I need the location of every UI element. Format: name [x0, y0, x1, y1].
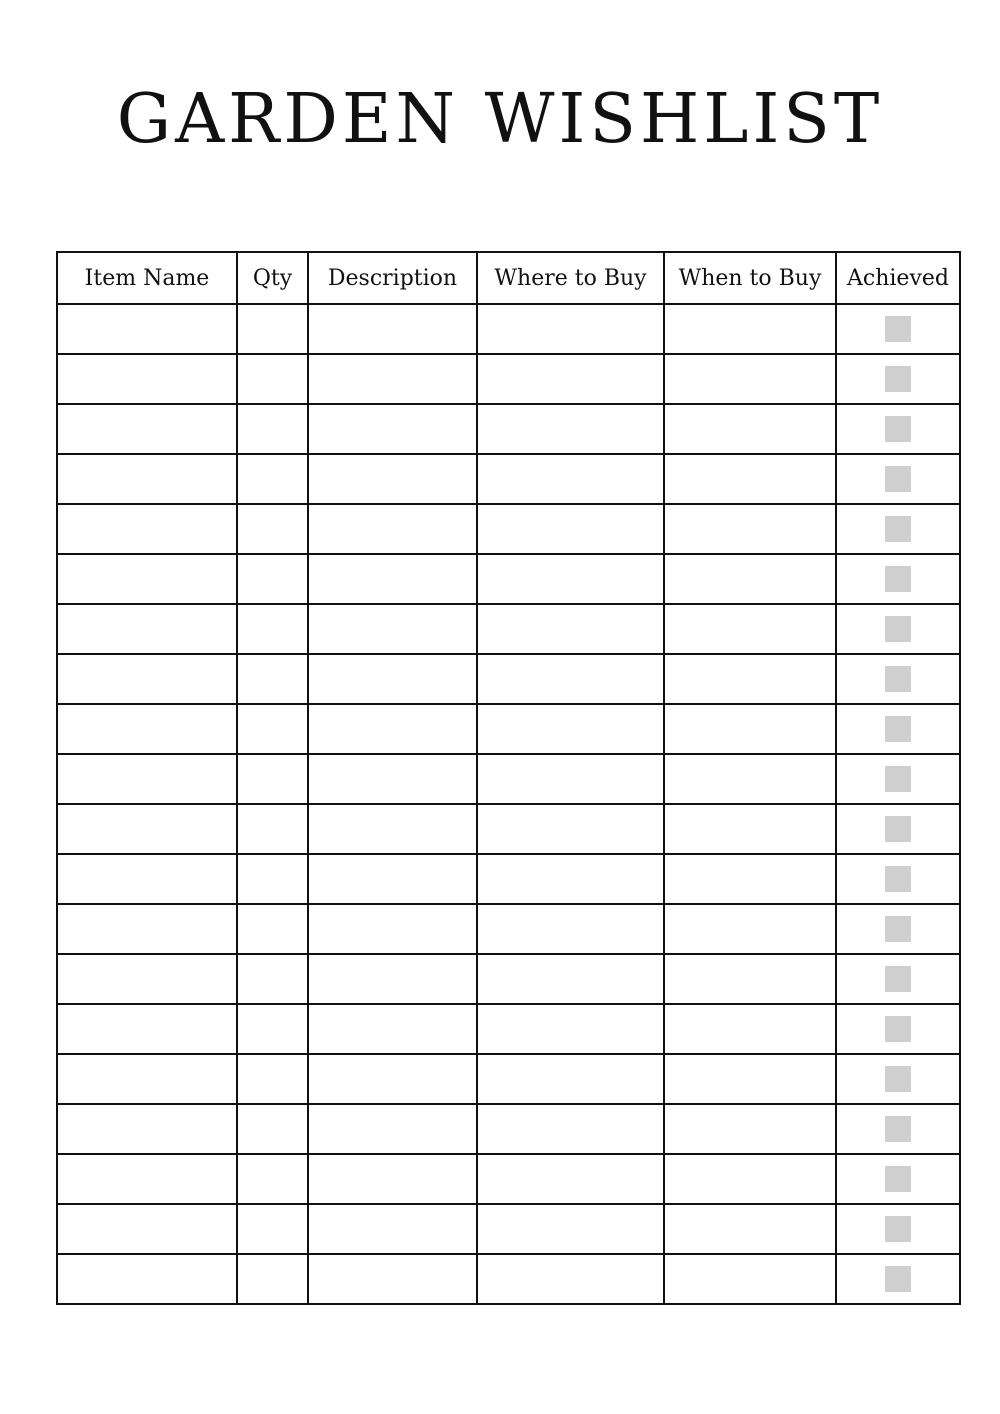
where-to-buy-cell[interactable] [477, 1254, 664, 1304]
description-cell[interactable] [308, 354, 477, 404]
achieved-cell [836, 904, 960, 954]
description-cell[interactable] [308, 1154, 477, 1204]
where-to-buy-cell[interactable] [477, 1154, 664, 1204]
achieved-checkbox[interactable] [885, 616, 911, 642]
description-cell[interactable] [308, 954, 477, 1004]
qty-cell[interactable] [237, 654, 308, 704]
item-name-cell[interactable] [57, 1054, 237, 1104]
achieved-checkbox[interactable] [885, 366, 911, 392]
when-to-buy-cell[interactable] [664, 1154, 836, 1204]
item-name-cell[interactable] [57, 454, 237, 504]
achieved-cell [836, 754, 960, 804]
when-to-buy-cell[interactable] [664, 404, 836, 454]
where-to-buy-cell[interactable] [477, 904, 664, 954]
qty-cell[interactable] [237, 954, 308, 1004]
column-header-description: Description [308, 252, 477, 304]
achieved-cell [836, 804, 960, 854]
achieved-cell [836, 1204, 960, 1254]
description-cell[interactable] [308, 1004, 477, 1054]
qty-cell[interactable] [237, 504, 308, 554]
description-cell[interactable] [308, 454, 477, 504]
achieved-checkbox[interactable] [885, 1266, 911, 1292]
achieved-checkbox[interactable] [885, 916, 911, 942]
qty-cell[interactable] [237, 804, 308, 854]
column-header-achieved: Achieved [836, 252, 960, 304]
item-name-cell[interactable] [57, 354, 237, 404]
item-name-cell[interactable] [57, 654, 237, 704]
qty-cell[interactable] [237, 1004, 308, 1054]
description-cell[interactable] [308, 504, 477, 554]
description-cell[interactable] [308, 854, 477, 904]
description-cell[interactable] [308, 404, 477, 454]
description-cell[interactable] [308, 704, 477, 754]
when-to-buy-cell[interactable] [664, 604, 836, 654]
column-header-where-to-buy: Where to Buy [477, 252, 664, 304]
qty-cell[interactable] [237, 304, 308, 354]
table-row [57, 604, 960, 654]
where-to-buy-cell[interactable] [477, 404, 664, 454]
item-name-cell[interactable] [57, 1204, 237, 1254]
achieved-cell [836, 304, 960, 354]
table-row [57, 954, 960, 1004]
description-cell[interactable] [308, 804, 477, 854]
qty-cell[interactable] [237, 554, 308, 604]
achieved-checkbox[interactable] [885, 866, 911, 892]
table-row [57, 804, 960, 854]
where-to-buy-cell[interactable] [477, 454, 664, 504]
item-name-cell[interactable] [57, 1154, 237, 1204]
when-to-buy-cell[interactable] [664, 904, 836, 954]
where-to-buy-cell[interactable] [477, 1104, 664, 1154]
where-to-buy-cell[interactable] [477, 704, 664, 754]
achieved-cell [836, 954, 960, 1004]
table-row [57, 554, 960, 604]
achieved-cell [836, 354, 960, 404]
when-to-buy-cell[interactable] [664, 454, 836, 504]
item-name-cell[interactable] [57, 1254, 237, 1304]
header-row [57, 252, 960, 304]
achieved-checkbox[interactable] [885, 966, 911, 992]
when-to-buy-cell[interactable] [664, 1004, 836, 1054]
achieved-checkbox[interactable] [885, 666, 911, 692]
achieved-checkbox[interactable] [885, 1166, 911, 1192]
description-cell[interactable] [308, 304, 477, 354]
when-to-buy-cell[interactable] [664, 304, 836, 354]
description-cell[interactable] [308, 1054, 477, 1104]
column-header-item-name: Item Name [57, 252, 237, 304]
qty-cell[interactable] [237, 404, 308, 454]
item-name-cell[interactable] [57, 704, 237, 754]
achieved-cell [836, 604, 960, 654]
achieved-cell [836, 1004, 960, 1054]
description-cell[interactable] [308, 554, 477, 604]
when-to-buy-cell[interactable] [664, 754, 836, 804]
qty-cell[interactable] [237, 1104, 308, 1154]
achieved-checkbox[interactable] [885, 1066, 911, 1092]
where-to-buy-cell[interactable] [477, 554, 664, 604]
qty-cell[interactable] [237, 604, 308, 654]
where-to-buy-cell[interactable] [477, 1004, 664, 1054]
when-to-buy-cell[interactable] [664, 854, 836, 904]
qty-cell[interactable] [237, 704, 308, 754]
table-row [57, 1004, 960, 1054]
achieved-cell [836, 704, 960, 754]
qty-cell[interactable] [237, 1204, 308, 1254]
when-to-buy-cell[interactable] [664, 654, 836, 704]
table-row [57, 454, 960, 504]
when-to-buy-cell[interactable] [664, 1254, 836, 1304]
achieved-checkbox[interactable] [885, 416, 911, 442]
achieved-checkbox[interactable] [885, 516, 911, 542]
when-to-buy-cell[interactable] [664, 504, 836, 554]
table-row [57, 704, 960, 754]
achieved-cell [836, 554, 960, 604]
where-to-buy-cell[interactable] [477, 504, 664, 554]
column-header-when-to-buy: When to Buy [664, 252, 836, 304]
achieved-checkbox[interactable] [885, 766, 911, 792]
achieved-cell [836, 504, 960, 554]
description-cell[interactable] [308, 754, 477, 804]
achieved-cell [836, 1154, 960, 1204]
achieved-checkbox[interactable] [885, 316, 911, 342]
achieved-cell [836, 1254, 960, 1304]
table-body [57, 304, 960, 1304]
qty-cell[interactable] [237, 904, 308, 954]
description-cell[interactable] [308, 904, 477, 954]
achieved-cell [836, 854, 960, 904]
table-row [57, 304, 960, 354]
qty-cell[interactable] [237, 1254, 308, 1304]
achieved-cell [836, 454, 960, 504]
qty-cell[interactable] [237, 354, 308, 404]
when-to-buy-cell[interactable] [664, 1054, 836, 1104]
table-row [57, 1154, 960, 1204]
qty-cell[interactable] [237, 1054, 308, 1104]
table-row [57, 354, 960, 404]
when-to-buy-cell[interactable] [664, 954, 836, 1004]
where-to-buy-cell[interactable] [477, 1204, 664, 1254]
where-to-buy-cell[interactable] [477, 854, 664, 904]
achieved-checkbox[interactable] [885, 1016, 911, 1042]
achieved-checkbox[interactable] [885, 466, 911, 492]
table-row [57, 1104, 960, 1154]
table-row [57, 404, 960, 454]
achieved-checkbox[interactable] [885, 816, 911, 842]
qty-cell[interactable] [237, 754, 308, 804]
item-name-cell[interactable] [57, 954, 237, 1004]
when-to-buy-cell[interactable] [664, 804, 836, 854]
achieved-checkbox[interactable] [885, 716, 911, 742]
description-cell[interactable] [308, 1254, 477, 1304]
page-title: GARDEN WISHLIST [116, 80, 884, 159]
item-name-cell[interactable] [57, 1104, 237, 1154]
item-name-cell[interactable] [57, 904, 237, 954]
item-name-cell[interactable] [57, 504, 237, 554]
where-to-buy-cell[interactable] [477, 804, 664, 854]
achieved-checkbox[interactable] [885, 1216, 911, 1242]
when-to-buy-cell[interactable] [664, 704, 836, 754]
wishlist-table [56, 251, 961, 1305]
item-name-cell[interactable] [57, 404, 237, 454]
qty-cell[interactable] [237, 454, 308, 504]
table-row [57, 1254, 960, 1304]
where-to-buy-cell[interactable] [477, 654, 664, 704]
achieved-cell [836, 654, 960, 704]
where-to-buy-cell[interactable] [477, 1054, 664, 1104]
table-row [57, 504, 960, 554]
when-to-buy-cell[interactable] [664, 554, 836, 604]
item-name-cell[interactable] [57, 754, 237, 804]
item-name-cell[interactable] [57, 854, 237, 904]
item-name-cell[interactable] [57, 804, 237, 854]
table-row [57, 754, 960, 804]
when-to-buy-cell[interactable] [664, 354, 836, 404]
where-to-buy-cell[interactable] [477, 954, 664, 1004]
table-row [57, 654, 960, 704]
achieved-cell [836, 1104, 960, 1154]
item-name-cell[interactable] [57, 1004, 237, 1054]
achieved-checkbox[interactable] [885, 1116, 911, 1142]
where-to-buy-cell[interactable] [477, 354, 664, 404]
table-row [57, 854, 960, 904]
qty-cell[interactable] [237, 1154, 308, 1204]
item-name-cell[interactable] [57, 304, 237, 354]
achieved-cell [836, 404, 960, 454]
when-to-buy-cell[interactable] [664, 1104, 836, 1154]
table-row [57, 1054, 960, 1104]
where-to-buy-cell[interactable] [477, 304, 664, 354]
qty-cell[interactable] [237, 854, 308, 904]
description-cell[interactable] [308, 604, 477, 654]
item-name-cell[interactable] [57, 554, 237, 604]
where-to-buy-cell[interactable] [477, 754, 664, 804]
table-row [57, 1204, 960, 1254]
column-header-qty: Qty [237, 252, 308, 304]
description-cell[interactable] [308, 1104, 477, 1154]
item-name-cell[interactable] [57, 604, 237, 654]
achieved-checkbox[interactable] [885, 566, 911, 592]
when-to-buy-cell[interactable] [664, 1204, 836, 1254]
table-row [57, 904, 960, 954]
description-cell[interactable] [308, 1204, 477, 1254]
achieved-cell [836, 1054, 960, 1104]
where-to-buy-cell[interactable] [477, 604, 664, 654]
description-cell[interactable] [308, 654, 477, 704]
